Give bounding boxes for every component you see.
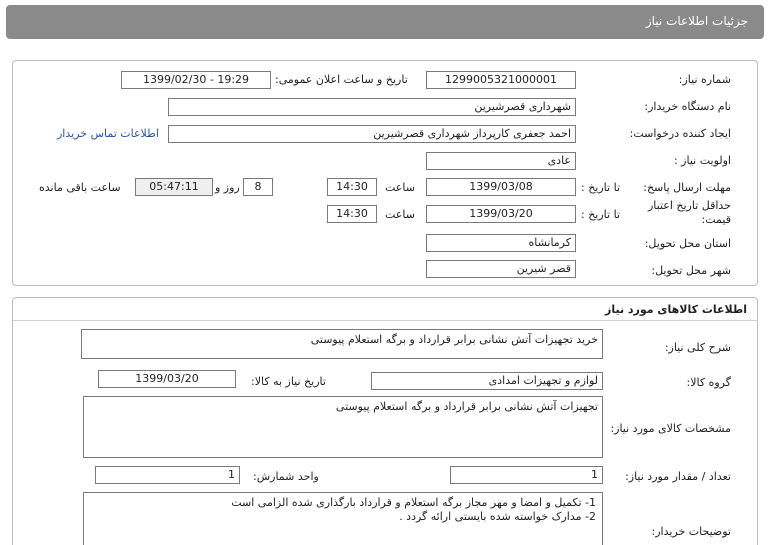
buyer-note-line: 2- مدارک خواسته شده بایستی ارائه گردد . [399, 510, 596, 523]
validity-hour-label: ساعت [385, 208, 415, 221]
days-label: روز و [215, 181, 240, 194]
need-date-field: 1399/03/20 [98, 370, 236, 388]
deadline-until-label: تا تاریخ : [581, 181, 620, 194]
buyer-notes-label: توضیحات خریدار: [651, 525, 731, 538]
buyer-org-field: شهرداری قصرشیرین [168, 98, 576, 116]
specs-field: تجهیزات آتش نشانی برابر قرارداد و برگه استعلام پیوستی [83, 396, 603, 458]
buyer-org-label: نام دستگاه خریدار: [644, 100, 731, 113]
validity-date-field: 1399/03/20 [426, 205, 576, 223]
city-field: قصر شیرین [426, 260, 576, 278]
priority-field: عادی [426, 152, 576, 170]
buyer-note-line: 1- تکمیل و امضا و مهر مجاز برگه استعلام و قرارداد بارگذاری شده الزامی است [231, 496, 596, 509]
request-info-panel [12, 60, 758, 286]
need-date-label: تاریخ نیاز به کالا: [251, 375, 326, 388]
deadline-label: مهلت ارسال پاسخ: [643, 181, 731, 194]
qty-label: تعداد / مقدار مورد نیاز: [625, 470, 731, 483]
deadline-date-field: 1399/03/08 [426, 178, 576, 196]
requester-field: احمد جعفری کارپرداز شهرداری قصرشیرین [168, 125, 576, 143]
province-label: استان محل تحویل: [644, 237, 731, 250]
qty-field: 1 [450, 466, 603, 484]
page-title: جزئیات اطلاعات نیاز [645, 14, 748, 28]
validity-until-label: تا تاریخ : [581, 208, 620, 221]
validity-label-1: حداقل تاریخ اعتبار [647, 199, 731, 212]
announce-label: تاریخ و ساعت اعلان عمومی: [275, 73, 408, 86]
remaining-time-field: 05:47:11 [135, 178, 213, 196]
buyer-notes-field [83, 492, 603, 545]
remaining-label: ساعت باقی مانده [39, 181, 121, 194]
validity-label-2: قیمت: [701, 213, 731, 226]
section-divider [13, 320, 757, 321]
unit-field: 1 [95, 466, 240, 484]
priority-label: اولویت نیاز : [673, 154, 731, 167]
deadline-hour-label: ساعت [385, 181, 415, 194]
days-remaining-field: 8 [243, 178, 273, 196]
group-field: لوازم و تجهیزات امدادی [371, 372, 603, 390]
need-number-label: شماره نیاز: [678, 73, 731, 86]
group-label: گروه کالا: [686, 376, 731, 389]
announce-date-field: 1399/02/30 - 19:29 [121, 71, 271, 89]
deadline-time-field: 14:30 [327, 178, 377, 196]
page-header [6, 5, 764, 39]
summary-field: خرید تجهیزات آتش نشانی برابر قرارداد و برگه استعلام پیوستی [81, 329, 603, 359]
unit-label: واحد شمارش: [253, 470, 319, 483]
requester-label: ایجاد کننده درخواست: [629, 127, 731, 140]
goods-info-panel [12, 297, 758, 545]
city-label: شهر محل تحویل: [651, 264, 731, 277]
validity-time-field: 14:30 [327, 205, 377, 223]
goods-section-title: اطلاعات کالاهای مورد نیاز [605, 303, 747, 316]
need-number-field: 1299005321000001 [426, 71, 576, 89]
summary-label: شرح کلی نیاز: [664, 341, 731, 354]
buyer-contact-link[interactable]: اطلاعات تماس خریدار [57, 127, 159, 140]
specs-label: مشخصات کالای مورد نیاز: [610, 422, 731, 435]
province-field: کرمانشاه [426, 234, 576, 252]
